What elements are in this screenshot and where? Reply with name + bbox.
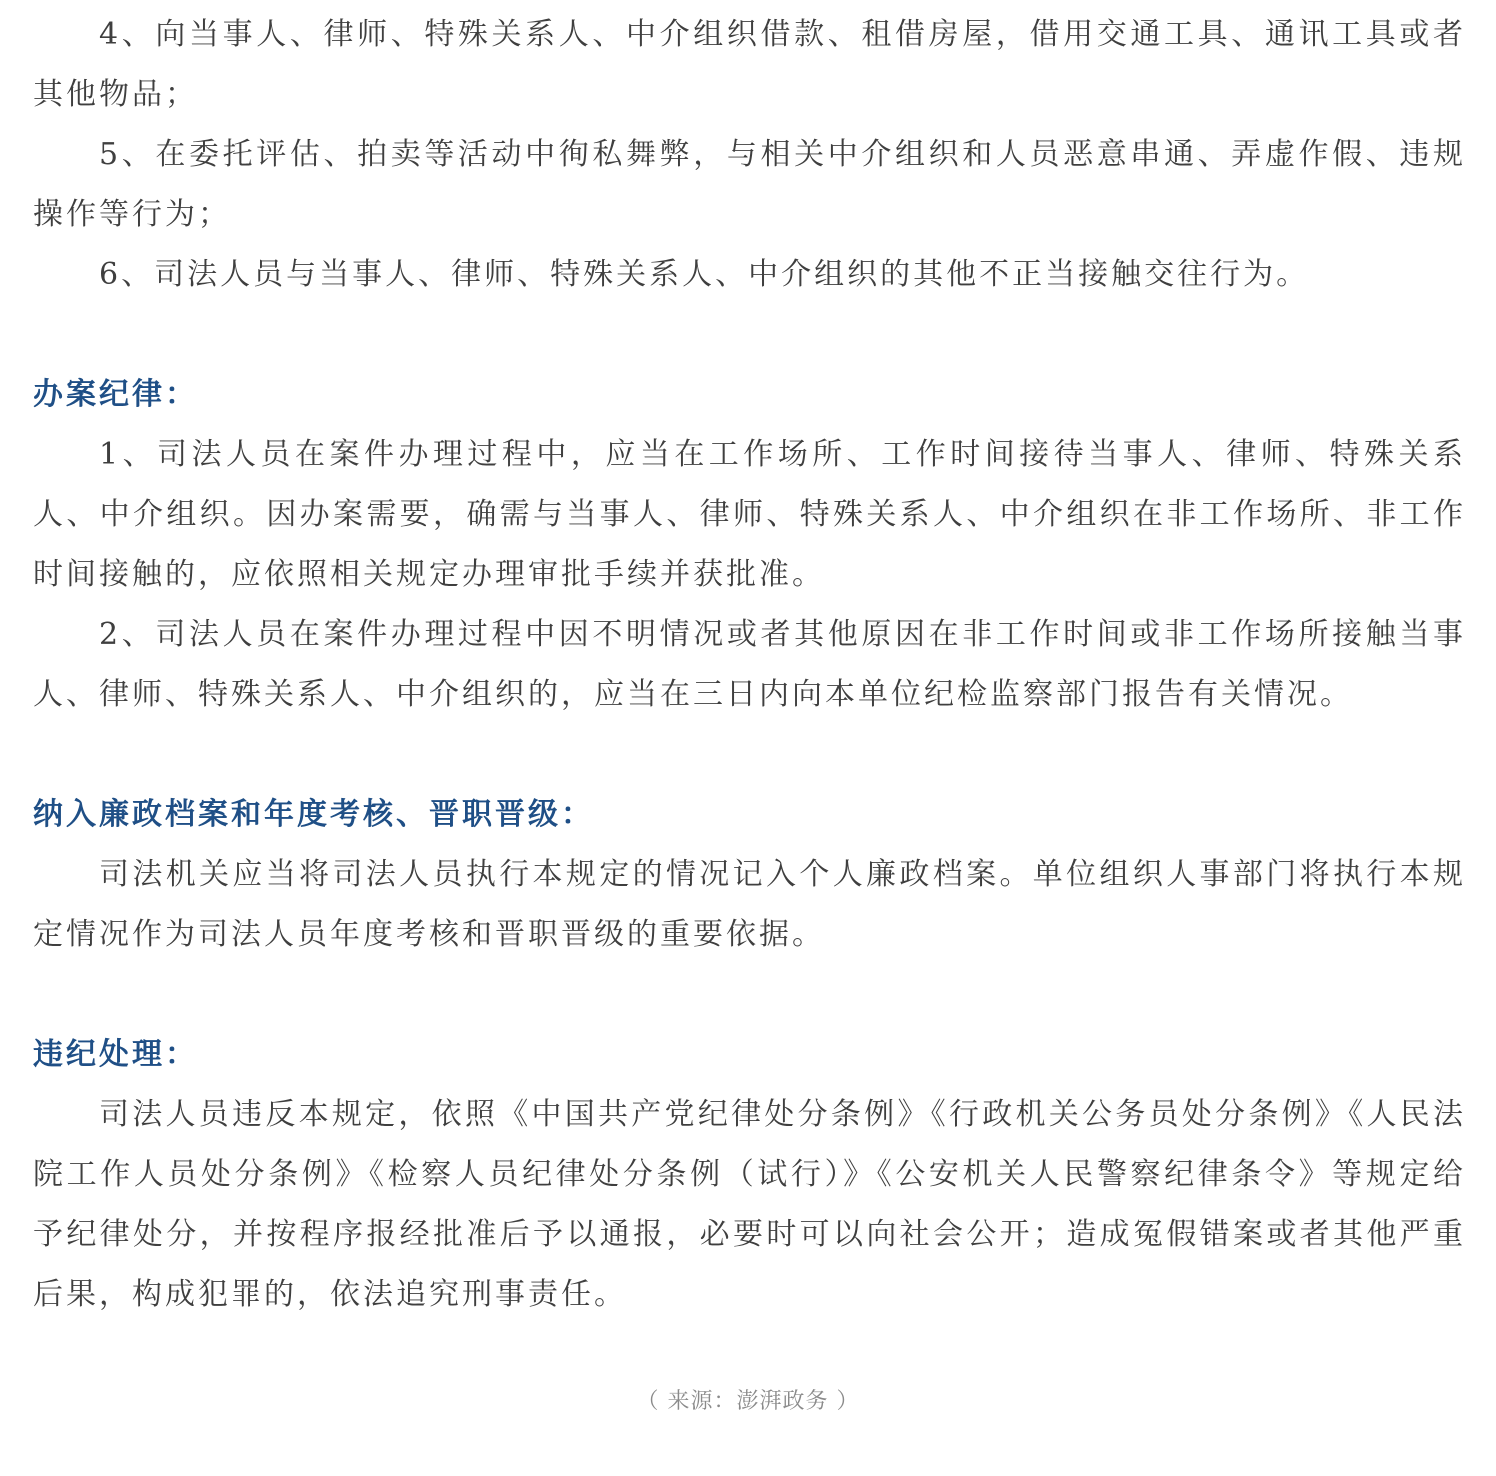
section-paragraph: 司法机关应当将司法人员执行本规定的情况记入个人廉政档案。单位组织人事部门将执行本规定情况作为司法人员年度考核和晋职晋级的重要依据。 bbox=[33, 857, 1466, 952]
section-spacer bbox=[33, 725, 1466, 785]
section-spacer bbox=[33, 965, 1466, 1025]
list-item: 5、在委托评估、拍卖等活动中徇私舞弊，与相关中介组织和人员恶意串通、弄虚作假、违规操作等行为； bbox=[33, 137, 1466, 232]
list-item: 2、司法人员在案件办理过程中因不明情况或者其他原因在非工作时间或非工作场所接触当事人、律师、特殊关系人、中介组织的，应当在三日内向本单位纪检监察部门报告有关情况。 bbox=[33, 617, 1466, 712]
section-spacer bbox=[33, 305, 1466, 365]
list-item: 4、向当事人、律师、特殊关系人、中介组织借款、租借房屋，借用交通工具、通讯工具或者其他物品； bbox=[33, 17, 1466, 112]
section-paragraph: 司法人员违反本规定，依照《中国共产党纪律处分条例》《行政机关公务员处分条例》《人民法院工作人员处分条例》《检察人员纪律处分条例（试行）》《公安机关人民警察纪律条令》等规定给予纪律处分，并按程序报经批准后予以通报，必要时可以向社会公开；造成冤假错案或者其他严重后果，构成犯罪的，依法追究刑事责任。 bbox=[33, 1097, 1466, 1312]
article-body bbox=[33, 5, 1466, 1325]
source-credit: （ 来源：澎湃政务 ） bbox=[636, 1389, 860, 1414]
list-item: 6、司法人员与当事人、律师、特殊关系人、中介组织的其他不正当接触交往行为。 bbox=[99, 257, 1310, 292]
section-heading-integrity-archive: 纳入廉政档案和年度考核、晋职晋级： bbox=[33, 797, 594, 832]
section-heading-case-discipline: 办案纪律： bbox=[33, 377, 198, 412]
section-heading-violation-handling: 违纪处理： bbox=[33, 1037, 198, 1072]
list-item: 1、司法人员在案件办理过程中，应当在工作场所、工作时间接待当事人、律师、特殊关系人、中介组织。因办案需要，确需与当事人、律师、特殊关系人、中介组织在非工作场所、非工作时间接触的，应依照相关规定办理审批手续并获批准。 bbox=[33, 437, 1466, 592]
